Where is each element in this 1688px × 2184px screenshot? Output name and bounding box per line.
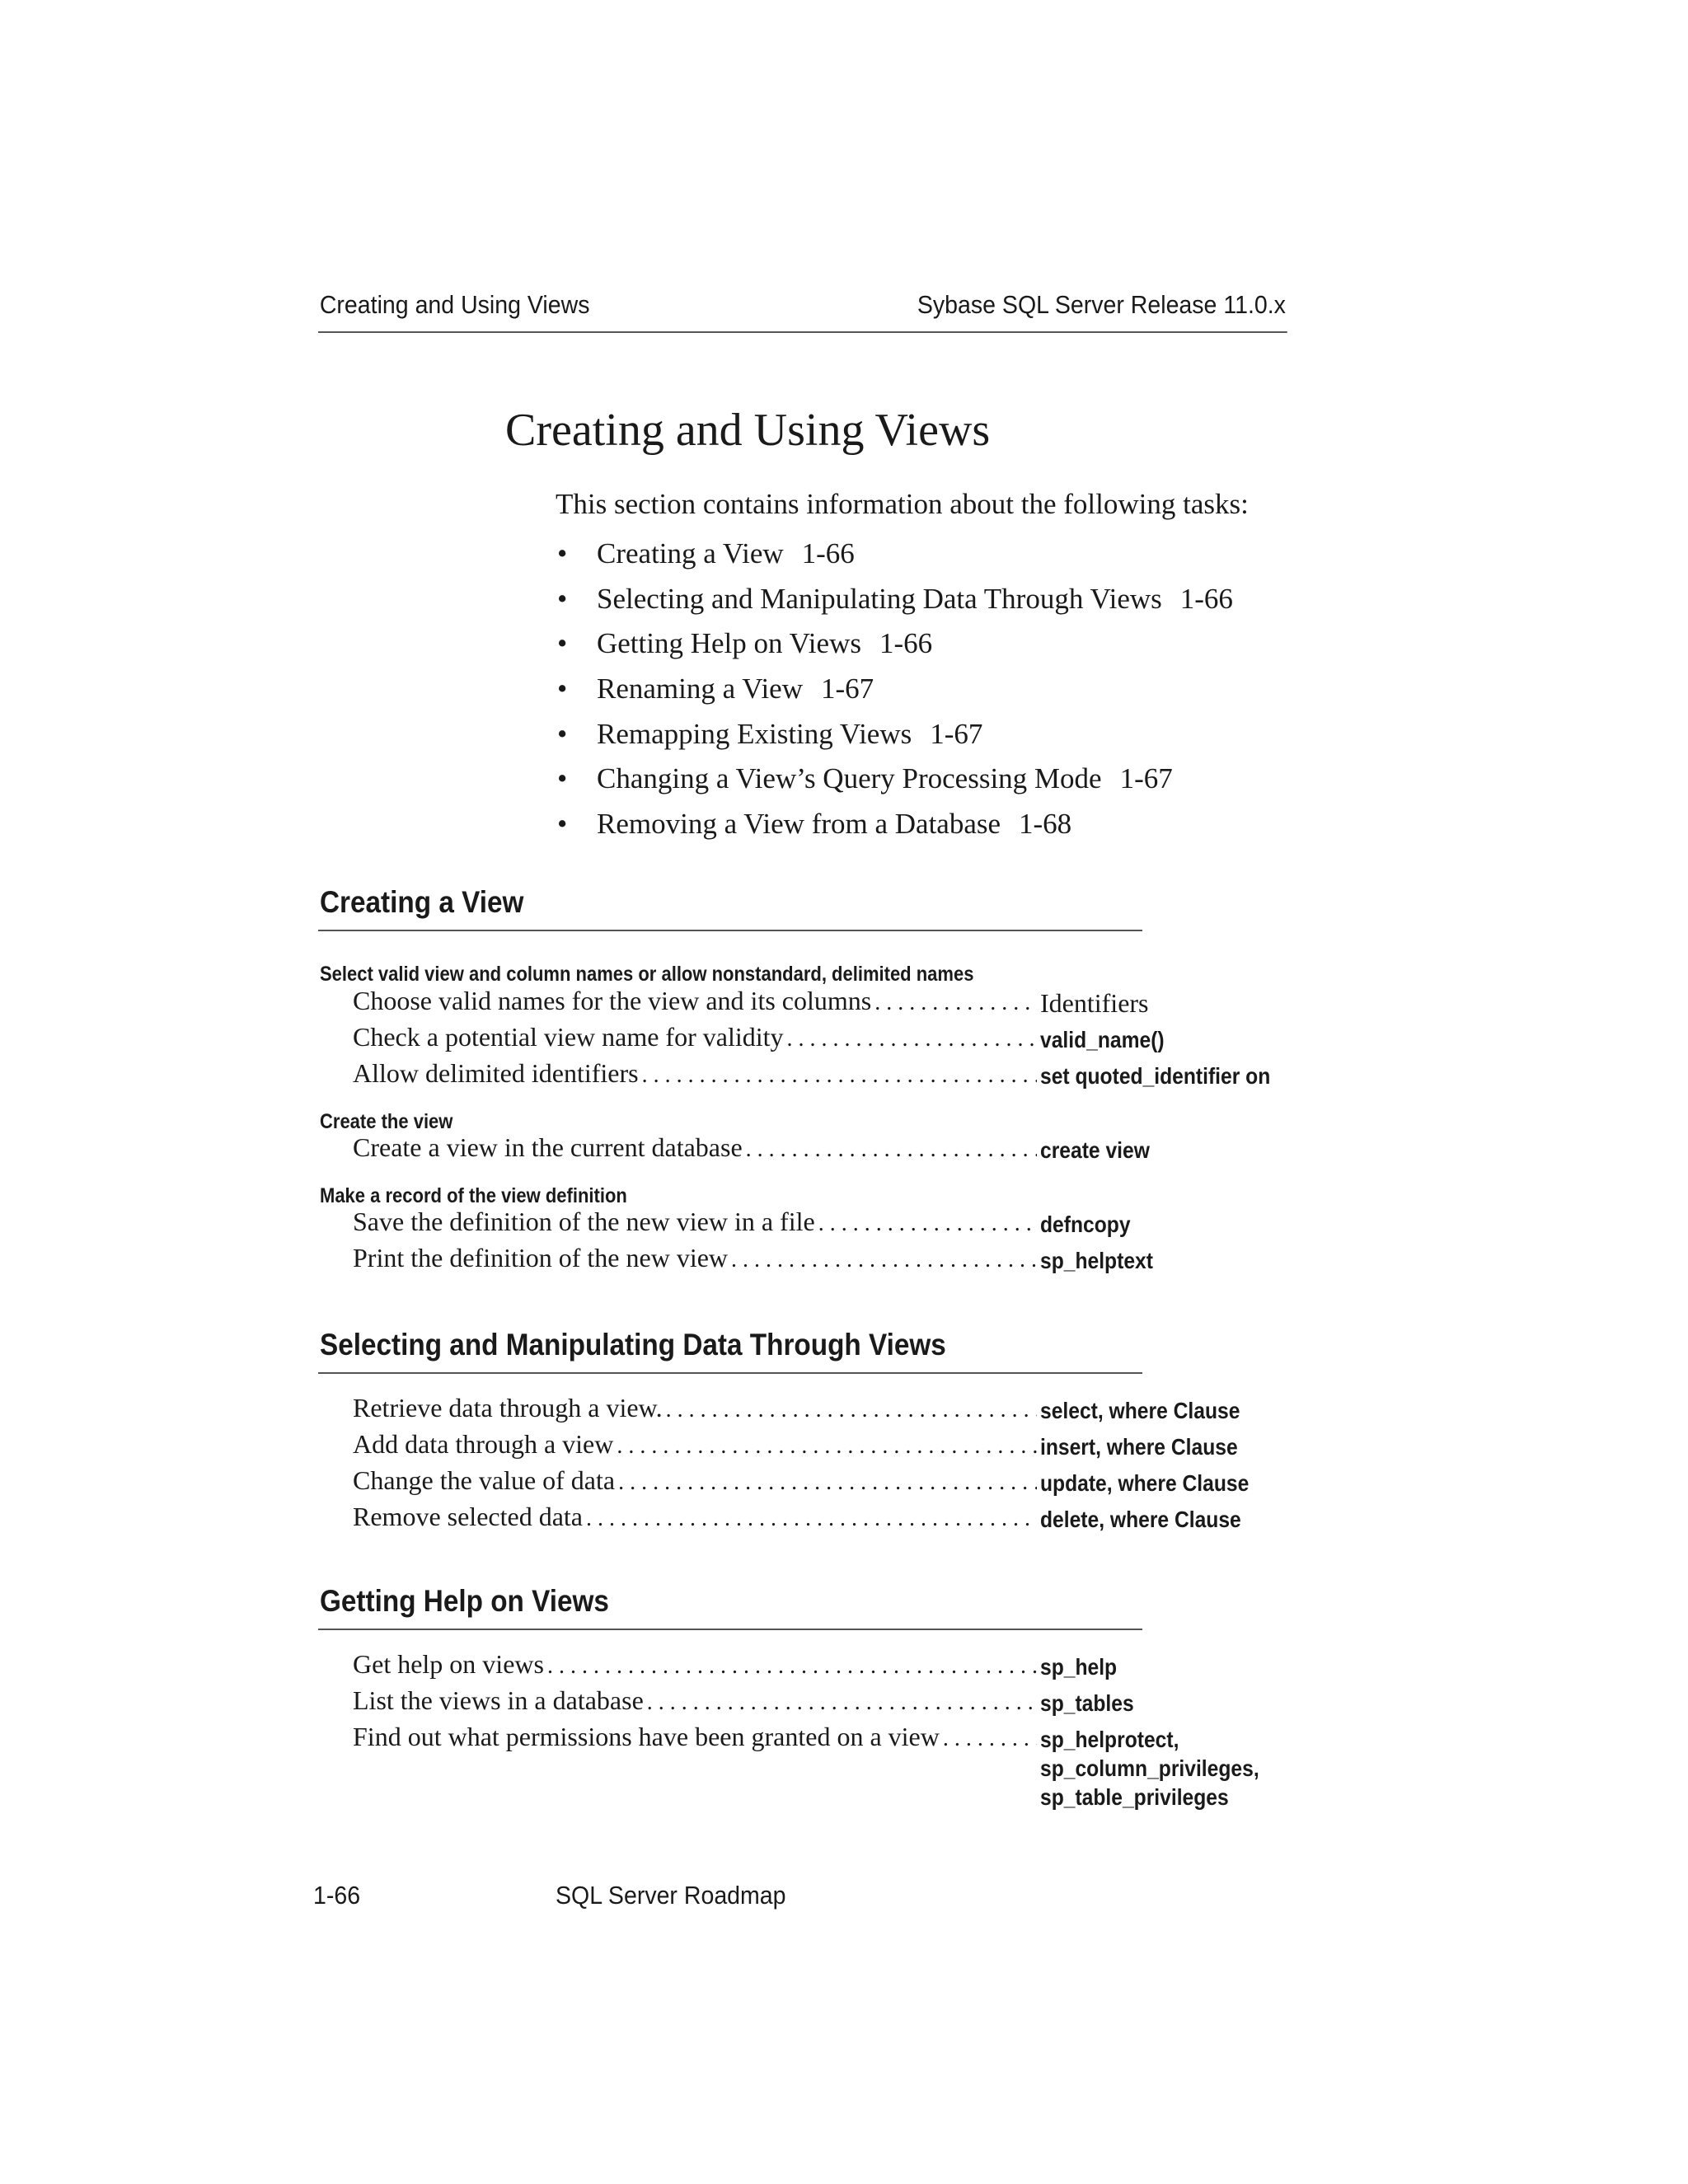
roadmap-entry bbox=[353, 1465, 1037, 1502]
task-label: Renaming a View bbox=[597, 673, 803, 705]
intro-text: This section contains information about the following tasks: bbox=[556, 488, 1249, 520]
entry-reference: delete, where Clause bbox=[1040, 1507, 1241, 1532]
task-label: Remapping Existing Views bbox=[597, 717, 912, 750]
roadmap-entry bbox=[353, 1429, 1037, 1465]
bullet-icon: • bbox=[557, 627, 568, 660]
entry-reference: sp_tables bbox=[1040, 1690, 1134, 1716]
entry-task: Find out what permissions have been granted on a view bbox=[353, 1722, 940, 1751]
dot-leader bbox=[617, 1433, 1037, 1460]
header-chapter-title: Creating and Using Views bbox=[319, 290, 590, 319]
roadmap-entry bbox=[353, 1502, 1037, 1538]
bullet-icon: • bbox=[557, 582, 568, 615]
section-title: Getting Help on Views bbox=[320, 1584, 609, 1618]
dot-leader bbox=[618, 1469, 1037, 1496]
entry-task: Get help on views bbox=[353, 1649, 544, 1679]
entry-task: Change the value of data bbox=[353, 1465, 616, 1495]
header-product-release: Sybase SQL Server Release 11.0.x bbox=[917, 290, 1286, 319]
roadmap-entry bbox=[353, 1649, 1037, 1685]
task-label: Getting Help on Views bbox=[597, 627, 861, 660]
dot-leader bbox=[642, 1062, 1037, 1089]
roadmap-entry bbox=[353, 1207, 1037, 1243]
roadmap-entry bbox=[353, 1722, 1037, 1758]
dot-leader bbox=[746, 1137, 1037, 1163]
entry-reference: Identifiers bbox=[1040, 988, 1149, 1018]
footer-page-number: 1-66 bbox=[313, 1881, 361, 1910]
task-page-ref: 1-67 bbox=[820, 673, 874, 705]
dot-leader bbox=[943, 1726, 1037, 1752]
section-title: Creating a View bbox=[320, 885, 524, 919]
entry-reference: sp_helprotect, bbox=[1040, 1727, 1179, 1752]
entry-reference: insert, where Clause bbox=[1040, 1434, 1238, 1460]
dot-leader bbox=[787, 1026, 1038, 1052]
task-list-item bbox=[556, 757, 1233, 802]
subhead-valid-names: Select valid view and column names or allow nonstandard, delimited names bbox=[320, 963, 974, 986]
task-page-ref: 1-68 bbox=[1019, 808, 1072, 841]
task-page-ref: 1-67 bbox=[930, 717, 983, 750]
entry-task: Remove selected data bbox=[353, 1502, 583, 1531]
bullet-icon: • bbox=[557, 717, 568, 750]
dot-leader bbox=[547, 1653, 1037, 1680]
task-list-item bbox=[556, 667, 1233, 712]
entry-task: Retrieve data through a view. bbox=[353, 1393, 663, 1422]
entry-task: Allow delimited identifiers bbox=[353, 1058, 639, 1088]
running-header bbox=[318, 290, 1287, 333]
roadmap-entry bbox=[353, 1243, 1037, 1279]
dot-leader bbox=[647, 1690, 1037, 1716]
roadmap-entry bbox=[353, 1058, 1037, 1094]
task-page-ref: 1-66 bbox=[1179, 582, 1233, 615]
entry-reference: sp_table_privileges bbox=[1040, 1784, 1229, 1810]
bullet-icon: • bbox=[557, 673, 568, 705]
roadmap-entry bbox=[353, 1393, 1037, 1429]
task-list-item bbox=[556, 577, 1233, 622]
task-page-ref: 1-66 bbox=[879, 627, 933, 660]
dot-leader bbox=[818, 1211, 1037, 1237]
section-heading-selecting-data bbox=[318, 1326, 1142, 1374]
entry-task: Check a potential view name for validity bbox=[353, 1022, 784, 1052]
footer-book-title: SQL Server Roadmap bbox=[556, 1881, 786, 1910]
entry-task: Print the definition of the new view bbox=[353, 1243, 729, 1272]
entry-task: Add data through a view bbox=[353, 1429, 614, 1459]
dot-leader bbox=[874, 990, 1037, 1016]
dot-leader bbox=[586, 1506, 1037, 1532]
entry-reference: create view bbox=[1040, 1137, 1150, 1163]
task-page-ref: 1-66 bbox=[801, 537, 855, 569]
dot-leader bbox=[731, 1247, 1037, 1273]
entry-task: Choose valid names for the view and its columns bbox=[353, 986, 872, 1015]
task-label: Changing a View’s Query Processing Mode bbox=[597, 762, 1102, 795]
task-list bbox=[556, 532, 1233, 847]
entry-reference: select, where Clause bbox=[1040, 1398, 1240, 1423]
entry-task: Create a view in the current database bbox=[353, 1132, 743, 1162]
task-label: Removing a View from a Database bbox=[597, 808, 1001, 841]
task-label: Selecting and Manipulating Data Through Views bbox=[597, 582, 1162, 615]
entry-reference: sp_help bbox=[1040, 1654, 1118, 1680]
page-title: Creating and Using Views bbox=[505, 405, 991, 456]
entry-reference: defncopy bbox=[1040, 1212, 1131, 1237]
roadmap-entry bbox=[353, 1685, 1037, 1722]
roadmap-entry bbox=[353, 1022, 1037, 1058]
dot-leader bbox=[666, 1397, 1037, 1423]
entry-reference: sp_helptext bbox=[1040, 1248, 1153, 1273]
entry-reference: set quoted_identifier on bbox=[1040, 1063, 1271, 1089]
entry-task: List the views in a database bbox=[353, 1685, 644, 1715]
task-page-ref: 1-67 bbox=[1119, 762, 1173, 795]
bullet-icon: • bbox=[557, 808, 568, 841]
task-label: Creating a View bbox=[597, 537, 784, 569]
section-heading-creating-view bbox=[318, 883, 1142, 931]
bullet-icon: • bbox=[557, 762, 568, 795]
entry-task: Save the definition of the new view in a file bbox=[353, 1207, 815, 1236]
section-title: Selecting and Manipulating Data Through Views bbox=[320, 1328, 946, 1361]
roadmap-entry bbox=[353, 986, 1037, 1022]
entry-reference: valid_name() bbox=[1040, 1027, 1165, 1052]
task-list-item bbox=[556, 802, 1233, 847]
task-list-item bbox=[556, 712, 1233, 757]
entry-reference: update, where Clause bbox=[1040, 1470, 1250, 1496]
bullet-icon: • bbox=[557, 537, 568, 569]
entry-reference: sp_column_privileges, bbox=[1040, 1755, 1259, 1781]
task-list-item bbox=[556, 532, 1233, 577]
subhead-record-definition: Make a record of the view definition bbox=[320, 1184, 627, 1207]
roadmap-entry bbox=[353, 1132, 1037, 1169]
subhead-create-view: Create the view bbox=[320, 1110, 453, 1133]
task-list-item bbox=[556, 621, 1233, 667]
section-heading-getting-help bbox=[318, 1582, 1142, 1630]
